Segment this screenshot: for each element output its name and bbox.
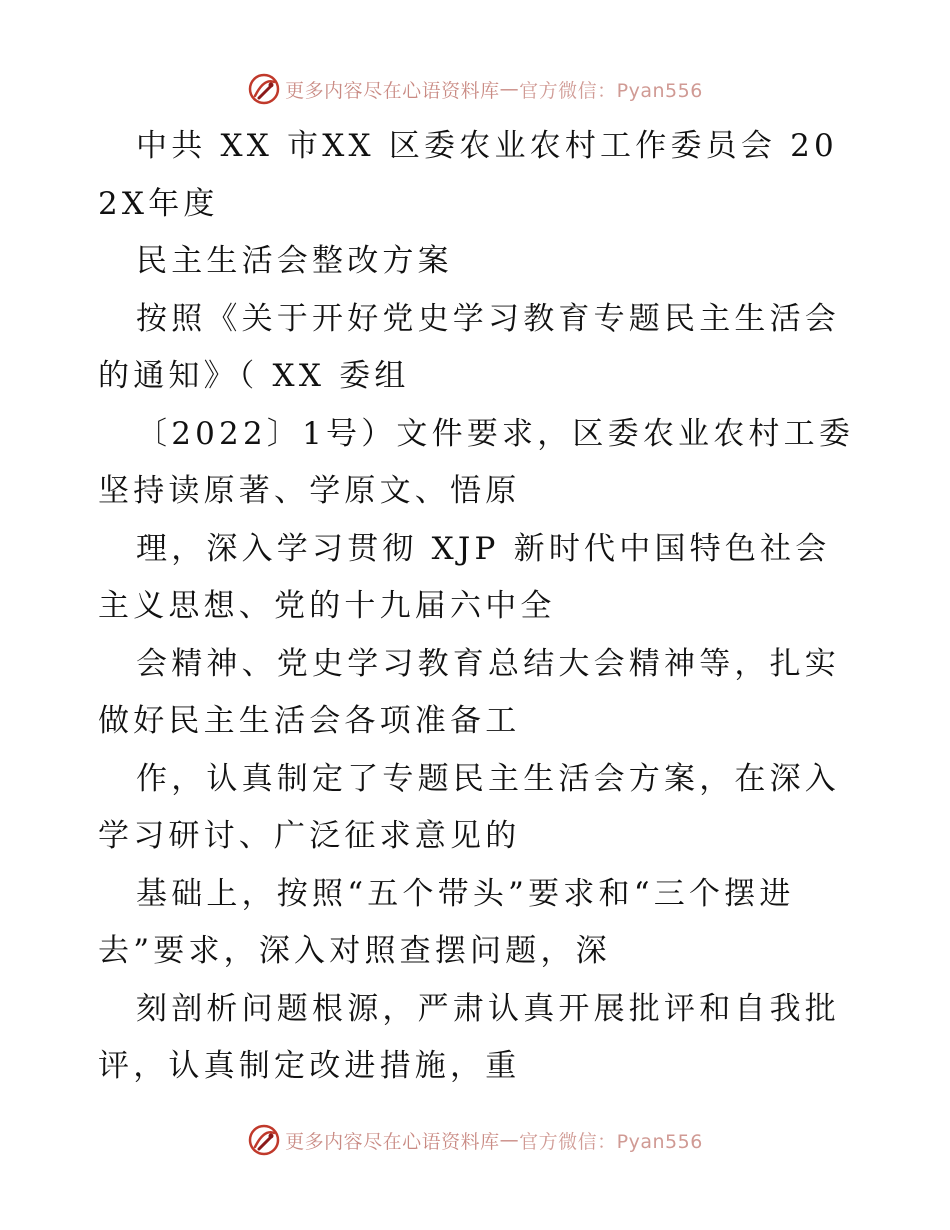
document-paragraph bbox=[98, 406, 858, 521]
header-watermark-text: 更多内容尽在心语资料库 bbox=[285, 79, 500, 102]
footer-watermark-separator: — bbox=[499, 1129, 520, 1151]
text-line: 理，深入学习贯彻 XJP 新时代中国特色社会主 bbox=[98, 530, 831, 624]
text-line: 义思想、党的十九届六中全 bbox=[133, 588, 556, 624]
text-line: 刻剖析问题根源，严肃认真开展批评和自我批 bbox=[136, 990, 840, 1027]
footer-watermark-banner bbox=[0, 1123, 950, 1157]
document-paragraph bbox=[98, 751, 858, 866]
document-paragraph bbox=[98, 291, 858, 406]
text-line: 持读原著、学原文、悟原 bbox=[133, 473, 521, 509]
text-line: 通知》（ XX 委组 bbox=[133, 358, 410, 394]
text-line: 评，认真制定改进措施，重 bbox=[98, 1048, 521, 1084]
document-paragraph bbox=[98, 866, 858, 981]
text-line: 中共 XX 市XX 区委农业农村工作委员会 202X bbox=[98, 128, 838, 222]
text-line: 基础上，按照“五个带头”要求和“三个摆进 bbox=[136, 875, 795, 912]
footer-watermark-text: 更多内容尽在心语资料库 bbox=[285, 1130, 500, 1153]
document-paragraph bbox=[98, 636, 858, 751]
text-line: 年度 bbox=[148, 185, 219, 222]
footer-watermark-wechat: 官方微信：Pyan556 bbox=[519, 1130, 703, 1153]
text-line: 会精神、党史学习教育总结大会精神等，扎实做 bbox=[98, 645, 840, 739]
document-paragraph bbox=[98, 521, 858, 636]
text-line: 去”要求，深入对照查摆问题，深 bbox=[98, 933, 611, 969]
header-watermark-separator: — bbox=[499, 78, 520, 100]
brand-logo-icon bbox=[247, 72, 281, 106]
text-line: 习研讨、广泛征求意见的 bbox=[133, 818, 521, 854]
text-line: 〔2022〕1号）文件要求，区委农业农村工委坚 bbox=[98, 415, 855, 509]
document-paragraph bbox=[98, 118, 858, 233]
text-line: 按照《关于开好党史学习教育专题民主生活会的 bbox=[98, 300, 840, 394]
document-paragraph bbox=[98, 981, 858, 1096]
text-line: 好民主生活会各项准备工 bbox=[133, 703, 521, 739]
header-watermark-wechat: 官方微信：Pyan556 bbox=[519, 79, 703, 102]
header-watermark-banner bbox=[0, 72, 950, 106]
text-line: 民主生活会整改方案 bbox=[136, 243, 453, 279]
text-line: 作，认真制定了专题民主生活会方案，在深入学 bbox=[98, 760, 840, 854]
brand-logo-icon bbox=[247, 1123, 281, 1157]
document-paragraph bbox=[98, 233, 858, 291]
document-body bbox=[98, 118, 858, 1096]
